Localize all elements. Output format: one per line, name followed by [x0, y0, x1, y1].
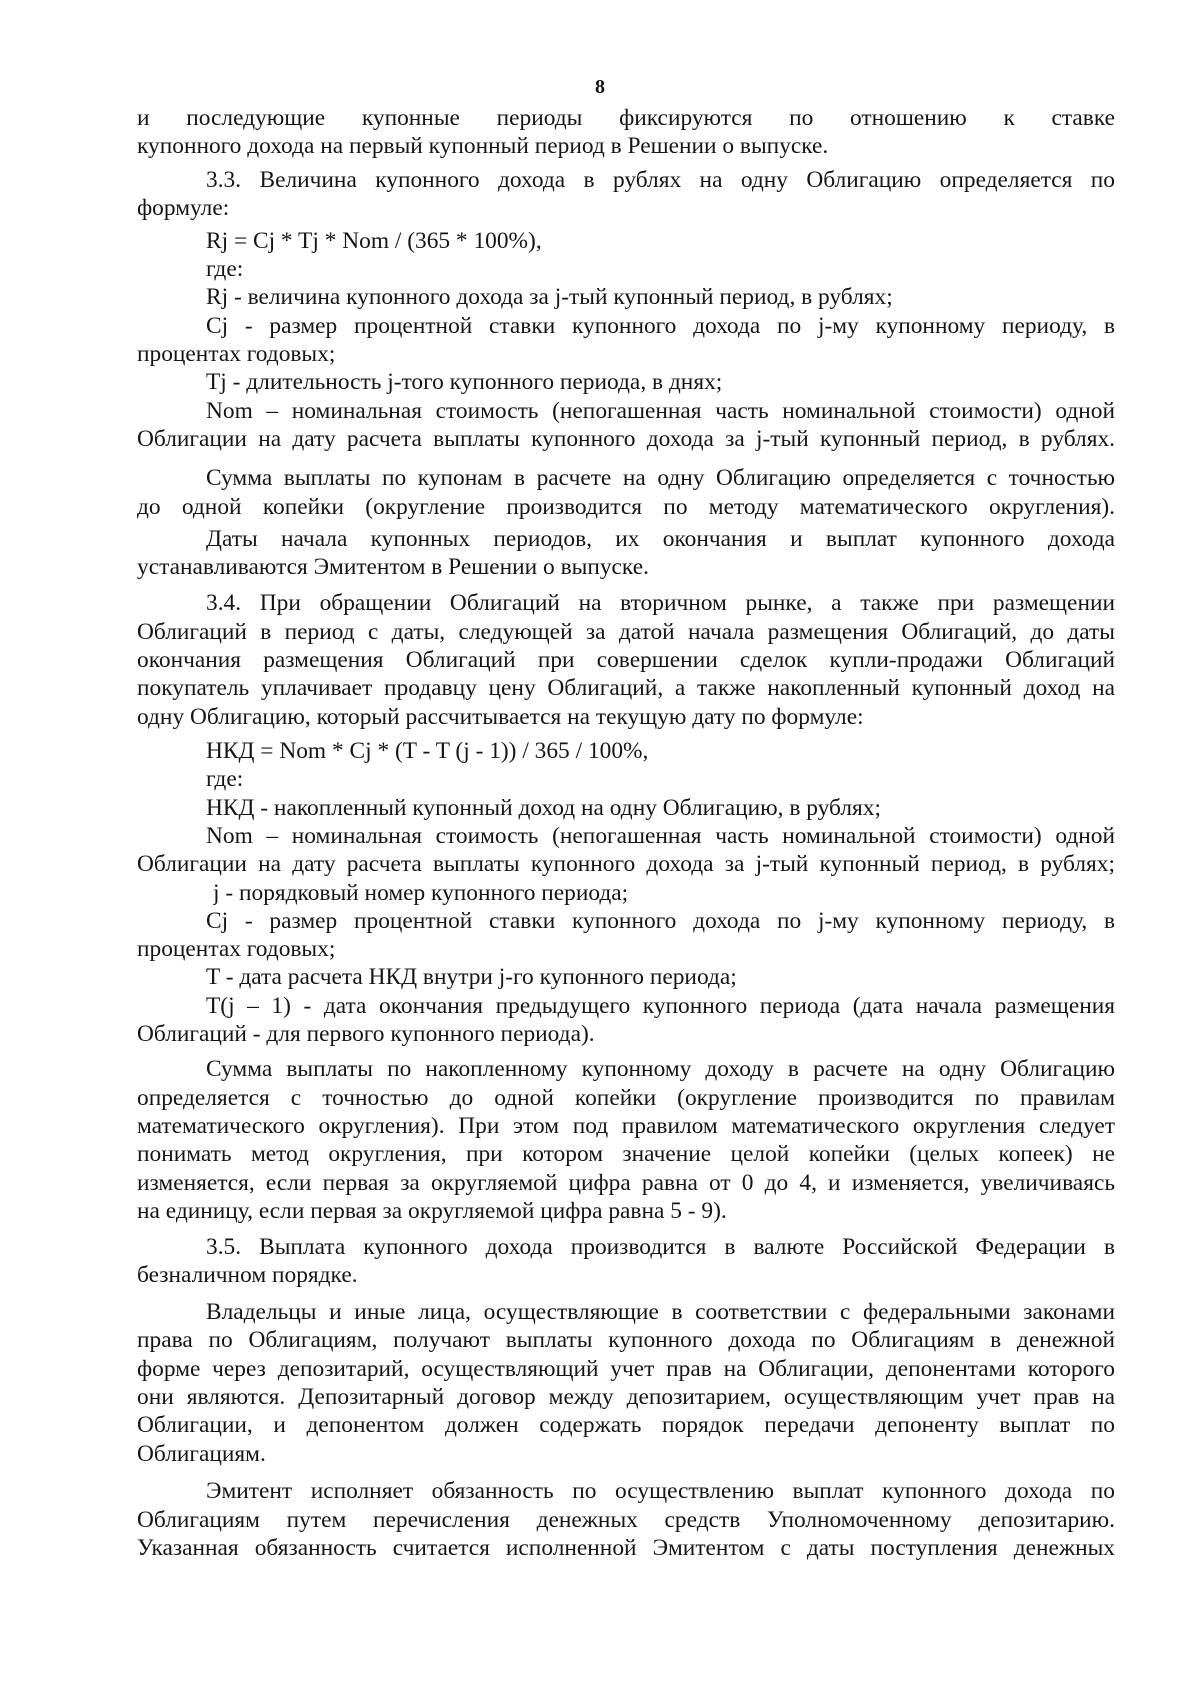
text-line: j - порядковый номер купонного периода; [213, 880, 629, 906]
text-line: покупатель уплачивает продавцу цену Облигаций, а также накопленный купонный доход на [137, 675, 1115, 701]
text-line: одну Облигацию, который рассчитывается на текущую дату по формуле: [137, 704, 864, 730]
text-line: купонного дохода на первый купонный период в Решении о выпуске. [137, 133, 829, 159]
text-line: математического округления). При этом под правилом математического округления следует [137, 1113, 1115, 1139]
text-line: Сумма выплаты по купонам в расчете на одну Облигацию определяется с точностью [206, 465, 1115, 491]
text-line: они являются. Депозитарный договор между депозитарием, осуществляющим учет прав на [137, 1384, 1115, 1410]
text-line: Облигациям. [137, 1441, 266, 1467]
text-line: Облигации на дату расчета выплаты купонного дохода за j-тый купонный период, в рублях. [137, 426, 1115, 452]
formula-rj: Rj = Cj * Tj * Nom / (365 * 100%), [206, 228, 542, 254]
text-line: Облигаций - для первого купонного периода). [137, 1021, 595, 1047]
text-line: 3.4. При обращении Облигаций на вторичном рынке, а также при размещении [206, 590, 1115, 616]
text-line: Облигации на дату расчета выплаты купонного дохода за j-тый купонный период, в рублях; [137, 851, 1115, 877]
text-line: T(j – 1) - дата окончания предыдущего купонного периода (дата начала размещения [206, 993, 1115, 1019]
text-line: понимать метод округления, при котором значение целой копейки (целых копеек) не [137, 1141, 1115, 1167]
text-line: Сумма выплаты по накопленному купонному доходу в расчете на одну Облигацию [206, 1056, 1115, 1082]
text-line: НКД - накопленный купонный доход на одну Облигацию, в рублях; [206, 795, 881, 821]
text-line: Cj - размер процентной ставки купонного дохода по j-му купонному периоду, в [206, 313, 1115, 339]
text-line: Облигаций в период с даты, следующей за датой начала размещения Облигаций, до даты [137, 619, 1115, 645]
text-line: права по Облигациям, получают выплаты купонного дохода по Облигациям в денежной [137, 1327, 1115, 1353]
text-line: 3.5. Выплата купонного дохода производится в валюте Российской Федерации в [206, 1234, 1115, 1260]
text-line: и последующие купонные периоды фиксируются по отношению к ставке [137, 105, 1115, 131]
text-line: где: [206, 766, 244, 792]
text-line: окончания размещения Облигаций при совершении сделок купли-продажи Облигаций [137, 647, 1115, 673]
text-line: Владельцы и иные лица, осуществляющие в соответствии с федеральными законами [206, 1299, 1115, 1325]
text-line: 3.3. Величина купонного дохода в рублях на одну Облигацию определяется по [206, 167, 1115, 193]
text-line: Облигациям путем перечисления денежных средств Уполномоченному депозитарию. [137, 1507, 1115, 1533]
text-line: форме через депозитарий, осуществляющий учет прав на Облигации, депонентами которого [137, 1356, 1115, 1382]
text-line: до одной копейки (округление производится по методу математического округления). [137, 494, 1115, 520]
text-line: T - дата расчета НКД внутри j-го купонного периода; [206, 964, 737, 990]
formula-nkd: НКД = Nom * Cj * (T - T (j - 1)) / 365 / 100%, [206, 738, 649, 764]
text-line: Rj - величина купонного дохода за j-тый купонный период, в рублях; [206, 284, 893, 310]
text-line: Tj - длительность j-того купонного периода, в днях; [206, 369, 723, 395]
text-line: Эмитент исполняет обязанность по осуществлению выплат купонного дохода по [206, 1478, 1115, 1504]
text-line: процентах годовых; [137, 936, 336, 962]
text-line: безналичном порядке. [137, 1262, 358, 1288]
text-line: процентах годовых; [137, 341, 336, 367]
text-line: где: [206, 256, 244, 282]
text-line: формуле: [137, 195, 230, 221]
text-line: Cj - размер процентной ставки купонного дохода по j-му купонному периоду, в [206, 908, 1115, 934]
page-number: 8 [595, 76, 605, 98]
text-line: Nom – номинальная стоимость (непогашенная часть номинальной стоимости) одной [206, 398, 1115, 424]
text-line: изменяется, если первая за округляемой цифра равна от 0 до 4, и изменяется, увеличиваясь [137, 1170, 1115, 1196]
text-line: Облигации, и депонентом должен содержать порядок передачи депоненту выплат по [137, 1412, 1115, 1438]
text-line: определяется с точностью до одной копейки (округление производится по правилам [137, 1085, 1115, 1111]
text-line: Nom – номинальная стоимость (непогашенная часть номинальной стоимости) одной [206, 823, 1115, 849]
text-line: Указанная обязанность считается исполненной Эмитентом с даты поступления денежных [137, 1535, 1115, 1561]
text-line: на единицу, если первая за округляемой цифра равна 5 - 9). [137, 1198, 727, 1224]
text-line: устанавливаются Эмитентом в Решении о выпуске. [137, 554, 649, 580]
text-line: Даты начала купонных периодов, их окончания и выплат купонного дохода [206, 526, 1115, 552]
